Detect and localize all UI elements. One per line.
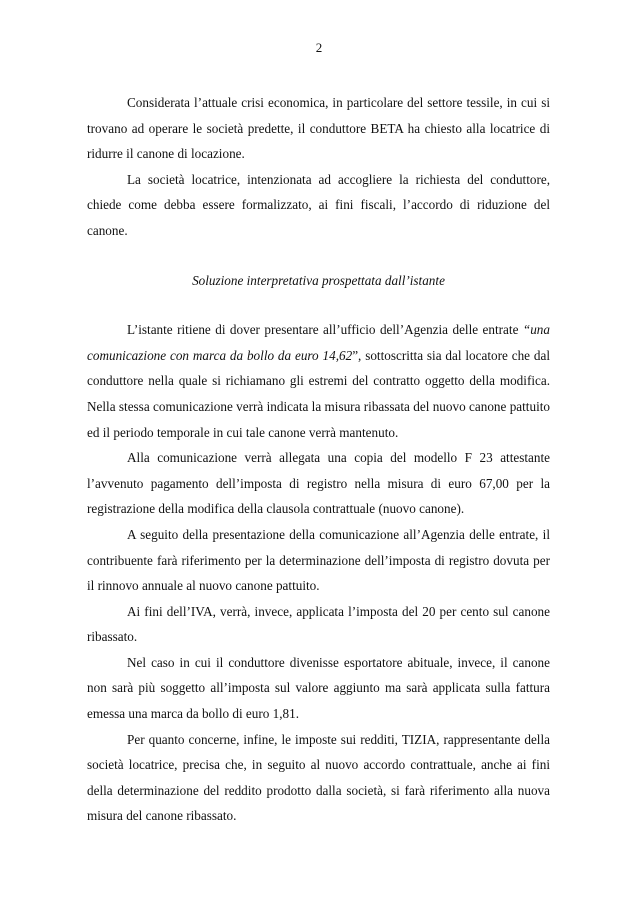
paragraph-request: La società locatrice, intenzionata ad accogliere la richiesta del conduttore, chiede come debba essere formalizzato, ai fini fiscali, l’accordo di riduzione del canone. — [87, 171, 550, 238]
paragraph-f23: Alla comunicazione verrà allegata una copia del modello F 23 attestante l’avvenuto pagamento dell’imposta di registro nella misura di euro 67,00 per la registrazione della modifica della clausola contrattuale (nuovo canone). — [87, 450, 550, 517]
paragraph-istante-quote: “una comunicazione con marca da bollo da euro 14,62 — [87, 322, 550, 363]
paragraph-registro: A seguito della presentazione della comunicazione all’Agenzia delle entrate, il contribuente farà riferimento per la determinazione dell’imposta di registro dovuta per il rinnovo annuale al nuovo canone pattuito. — [87, 526, 550, 594]
section-heading: Soluzione interpretativa prospettata dall’istante — [192, 272, 445, 288]
paragraph-istante-rest: ”, sottoscritta sia dal locatore che dal conduttore nella quale si richiamano gli estremi del contratto oggetto della modifica. Nella stessa comunicazione verrà indicata la misura ribassata del nuovo canone pattuito ed il periodo temporale in cui tale canone verrà mantenuto. — [87, 347, 550, 440]
document-body — [87, 90, 550, 829]
page-number: 2 — [315, 40, 323, 55]
paragraph-esportatore: Nel caso in cui il conduttore divenisse esportatore abituale, invece, il canone non sarà più soggetto all’imposta sul valore aggiunto ma sarà applicata sulla fattura emessa una marca da bollo di euro 1,81. — [87, 654, 550, 722]
paragraph-iva: Ai fini dell’IVA, verrà, invece, applicata l’imposta del 20 per cento sul canone ribassato. — [87, 603, 550, 645]
paragraph-istante — [87, 317, 550, 445]
paragraph-istante-lead: L’istante ritiene di dover presentare all’ufficio dell’Agenzia delle entrate — [127, 322, 523, 338]
paragraph-crisis: Considerata l’attuale crisi economica, in particolare del settore tessile, in cui si trovano ad operare le società predette, il conduttore BETA ha chiesto alla locatrice di ridurre il canone di locazione. — [87, 95, 550, 162]
paragraph-redditi: Per quanto concerne, infine, le imposte sui redditi, TIZIA, rappresentante della società locatrice, precisa che, in seguito al nuovo accordo contrattuale, anche ai fini della determinazione del reddito prodotto dalla società, si farà riferimento alla nuova misura del canone ribassato. — [87, 731, 550, 824]
